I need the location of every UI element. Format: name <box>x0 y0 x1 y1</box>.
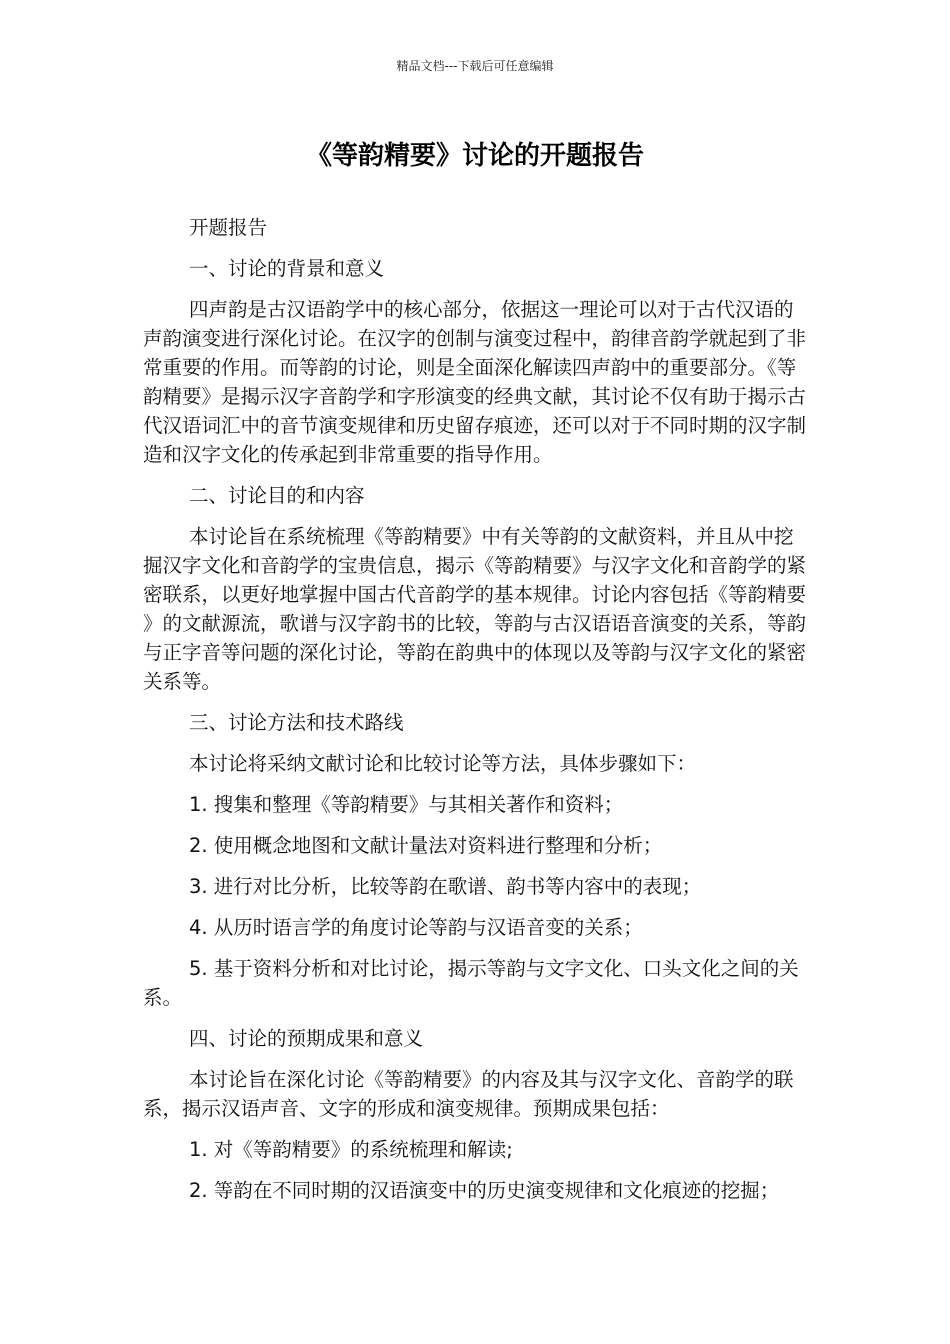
method-step-3: 3. 进行对比分析，比较等韵在歌谱、韵书等内容中的表现； <box>189 875 702 898</box>
paragraph-outcomes-intro: 本讨论旨在深化讨论《等韵精要》的内容及其与汉字文化、音韵学的联系，揭示汉语声音、文字的形成和演变规律。预期成果包括： <box>143 1068 794 1120</box>
method-step-4: 4. 从历时语言学的角度讨论等韵与汉语音变的关系； <box>189 916 643 939</box>
section-heading-3: 三、讨论方法和技术路线 <box>189 711 404 734</box>
method-step-1: 1. 搜集和整理《等韵精要》与其相关著作和资料； <box>189 793 624 816</box>
paragraph-method-intro: 本讨论将采纳文献讨论和比较讨论等方法，具体步骤如下： <box>189 752 697 775</box>
paragraph-background: 四声韵是古汉语韵学中的核心部分，依据这一理论可以对于古代汉语的声韵演变进行深化讨论。在汉字的创制与演变过程中，韵律音韵学就起到了非常重要的作用。而等韵的讨论，则是全面深化解读四声韵中的重要部分。《等韵精要》是揭示汉字音韵学和字形演变的经典文献，其讨论不仅有助于揭示古代汉语词汇中的音节演变规律和历史留存痕迹，还可以对于不同时期的汉字制造和汉字文化的传承起到非常重要的指导作用。 <box>143 298 807 466</box>
method-step-5: 5. 基于资料分析和对比讨论，揭示等韵与文字文化、口头文化之间的关系。 <box>143 957 799 1009</box>
page-header-note: 精品文档---下载后可任意编辑 <box>396 59 554 73</box>
label-opening-report: 开题报告 <box>189 216 268 239</box>
method-step-2: 2. 使用概念地图和文献计量法对资料进行整理和分析； <box>189 834 663 857</box>
outcome-item-1: 1. 对《等韵精要》的系统梳理和解读; <box>189 1138 513 1161</box>
section-heading-1: 一、讨论的背景和意义 <box>189 257 385 280</box>
paragraph-purpose: 本讨论旨在系统梳理《等韵精要》中有关等韵的文献资料，并且从中挖掘汉字文化和音韵学的宝贵信息，揭示《等韵精要》与汉字文化和音韵学的紧密联系，以更好地掌握中国古代音韵学的基本规律。讨论内容包括《等韵精要》的文献源流，歌谱与汉字韵书的比较，等韵与古汉语语音演变的关系，等韵与正字音等问题的深化讨论，等韵在韵典中的体现以及等韵与汉字文化的紧密关系等。 <box>143 525 807 693</box>
outcome-item-2: 2. 等韵在不同时期的汉语演变中的历史演变规律和文化痕迹的挖掘； <box>189 1179 780 1202</box>
document-title: 《等韵精要》讨论的开题报告 <box>305 141 644 171</box>
document-body <box>143 213 808 1217</box>
section-heading-4: 四、讨论的预期成果和意义 <box>189 1027 424 1050</box>
section-heading-2: 二、讨论目的和内容 <box>189 484 365 507</box>
